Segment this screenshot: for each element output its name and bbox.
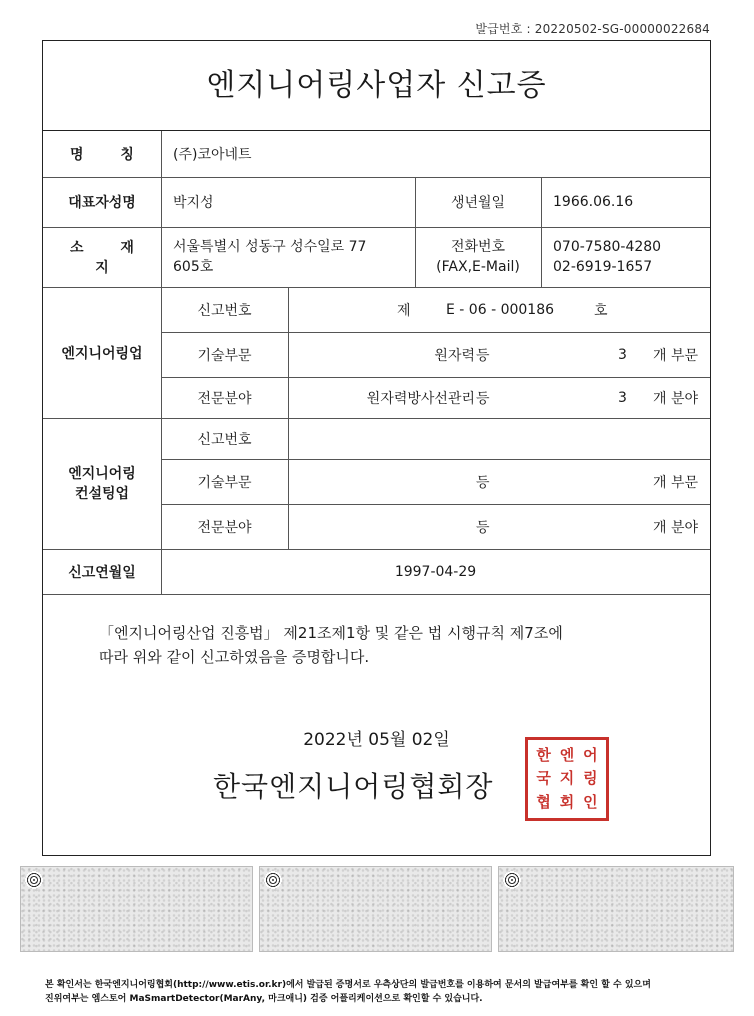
- certificate-frame: [42, 40, 711, 856]
- eng-tech-etc: 등: [476, 347, 490, 364]
- issue-number: 발급번호 : 20220502-SG-00000022684: [475, 22, 710, 36]
- birth-label: 생년월일: [450, 195, 506, 211]
- phone-label-line-2: (FAX,E-Mail): [436, 259, 520, 275]
- address-line-2: 605호: [173, 259, 214, 275]
- eng-spec-unit: 개 분야: [652, 390, 698, 407]
- eng-spec-label: 전문분야: [197, 390, 252, 407]
- security-mark-icon: [25, 871, 43, 889]
- issuer-name: 한국엔지니어링협회장: [213, 770, 494, 803]
- consulting-label: [43, 418, 161, 549]
- representative-label: 대표자성명: [68, 195, 136, 211]
- phone-label-line-1: 전화번호: [450, 239, 506, 255]
- con-tech-etc: 등: [476, 474, 490, 491]
- phone-value: [541, 227, 710, 287]
- verification-footer: [45, 978, 715, 1006]
- security-mark-icon: [503, 871, 521, 889]
- consulting-label-line-2: 컨설팅업: [74, 485, 130, 502]
- eng-spec-etc: 등: [476, 390, 490, 407]
- con-tech-row: [288, 459, 710, 504]
- certification-statement: [99, 621, 659, 669]
- eng-tech-count: 3: [618, 346, 627, 363]
- security-pattern-2: [259, 866, 492, 952]
- address-value: [161, 227, 415, 287]
- eng-report-prefix: 제: [397, 302, 411, 319]
- cert-text-line-2: 따라 위와 같이 신고하였음을 증명합니다.: [99, 648, 370, 666]
- report-date-label: 신고연월일: [68, 564, 136, 581]
- eng-report-no-label: 신고번호: [197, 302, 252, 319]
- address-label: 소 재 지: [70, 240, 150, 276]
- footer-line-1: 본 확인서는 한국엔지니어링협회(http://www.etis.or.kr)에서 발급된 증명서로 우측상단의 발급번호를 이용하여 문서의 발급여부를 확인 할 수 있으며: [45, 980, 651, 990]
- eng-tech-row: [288, 332, 710, 377]
- con-tech-unit: 개 부문: [652, 474, 698, 491]
- con-spec-unit: 개 분야: [652, 519, 698, 536]
- con-spec-etc: 등: [476, 519, 490, 536]
- representative-name: 박지성: [173, 195, 214, 211]
- eng-tech-label: 기술부문: [197, 347, 252, 364]
- eng-report-code: E - 06 - 000186: [446, 301, 555, 318]
- cert-text-line-1: 「엔지니어링산업 진흥법」 제21조제1항 및 같은 법 시행규칙 제7조에: [99, 624, 563, 642]
- document-title: 엔지니어링사업자 신고증: [43, 41, 710, 131]
- birth-date: 1966.06.16: [553, 194, 634, 210]
- con-spec-label: 전문분야: [197, 519, 252, 536]
- phone-label: [415, 227, 541, 287]
- eng-tech-field: 원자력: [434, 347, 475, 364]
- security-pattern-1: [20, 866, 253, 952]
- con-spec-row: [288, 504, 710, 549]
- footer-line-2: 진위여부는 엠스토어 MaSmartDetector(MarAny, 마크애니) 검증 어플리케이션으로 확인할 수 있습니다.: [45, 994, 483, 1004]
- consulting-label-line-1: 엔지니어링: [68, 465, 136, 482]
- eng-tech-unit: 개 부문: [652, 347, 698, 364]
- fax-number: 02-6919-1657: [553, 259, 653, 275]
- official-seal-stamp: 한 엔 어 국 지 링 협 회 인: [525, 737, 609, 821]
- eng-spec-count: 3: [618, 389, 627, 406]
- con-report-no-label: 신고번호: [197, 431, 252, 448]
- issue-date: 2022년 05월 02일: [303, 730, 450, 750]
- company-name: (주)코아네트: [173, 147, 252, 163]
- engineering-label: 엔지니어링업: [61, 345, 143, 362]
- eng-report-suffix: 호: [594, 302, 608, 319]
- con-tech-label: 기술부문: [197, 474, 252, 491]
- phone-number: 070-7580-4280: [553, 239, 662, 255]
- name-label: 명 칭: [70, 147, 150, 163]
- address-line-1: 서울특별시 성동구 성수일로 77: [173, 239, 367, 255]
- security-mark-icon: [264, 871, 282, 889]
- eng-report-number: [288, 287, 710, 332]
- report-date-value: 1997-04-29: [394, 563, 477, 580]
- eng-spec-field: 원자력방사선관리: [366, 390, 475, 407]
- security-pattern-3: [498, 866, 734, 952]
- eng-spec-row: [288, 377, 710, 418]
